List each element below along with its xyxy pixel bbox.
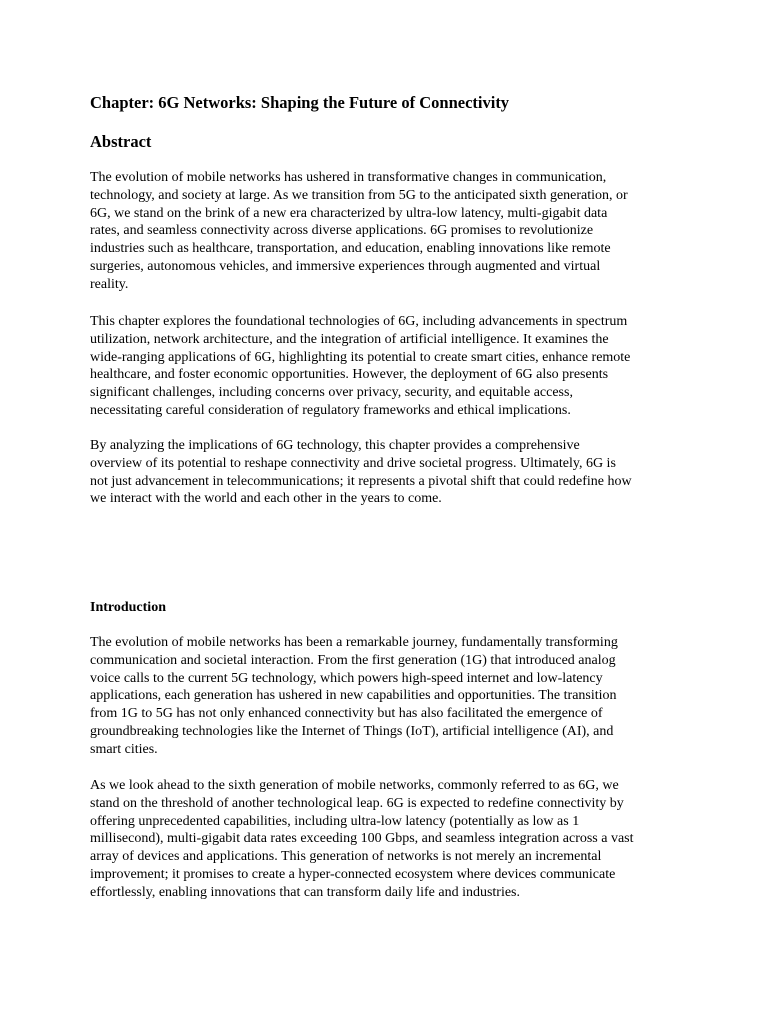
- text-line: necessitating careful consideration of regulatory frameworks and ethical implications.: [90, 402, 571, 418]
- text-line: applications, each generation has ushered in new capabilities and opportunities. The transition: [90, 688, 617, 704]
- introduction-heading: Introduction: [90, 600, 166, 615]
- text-line: from 1G to 5G has not only enhanced connectivity but has also facilitated the emergence of: [90, 706, 603, 722]
- text-line: The evolution of mobile networks has ushered in transformative changes in communication,: [90, 170, 607, 185]
- text-line: 6G, we stand on the brink of a new era characterized by ultra-low latency, multi-gigabit data: [90, 205, 608, 221]
- text-line: millisecond), multi-gigabit data rates exceeding 100 Gbps, and seamless integration across a vast: [90, 831, 634, 847]
- text-line: As we look ahead to the sixth generation of mobile networks, commonly referred to as 6G, we: [90, 778, 619, 793]
- chapter-title: Chapter: 6G Networks: Shaping the Future of Connectivity: [90, 93, 510, 112]
- abstract-paragraph-3: [90, 437, 680, 508]
- text-line: smart cities.: [90, 741, 158, 757]
- text-line: By analyzing the implications of 6G technology, this chapter provides a comprehensive: [90, 438, 580, 453]
- text-line: significant challenges, including concerns over privacy, security, and equitable access,: [90, 385, 573, 401]
- text-line: we interact with the world and each other in the years to come.: [90, 491, 442, 507]
- text-line: healthcare, and foster economic opportunities. However, the deployment of 6G also presents: [90, 367, 609, 383]
- text-line: not just advancement in telecommunications; it represents a pivotal shift that could redefine how: [90, 473, 632, 489]
- text-line: stand on the threshold of another technological leap. 6G is expected to redefine connectivity by: [90, 795, 624, 811]
- text-line: wide-ranging applications of 6G, highlighting its potential to create smart cities, enhance remote: [90, 349, 631, 365]
- text-line: effortlessly, enabling innovations that can transform daily life and industries.: [90, 884, 521, 900]
- introduction-paragraph-1: [90, 634, 680, 759]
- text-line: communication and societal interaction. From the first generation (1G) that introduced analog: [90, 652, 616, 668]
- abstract-paragraph-1: [90, 169, 680, 294]
- abstract-heading: Abstract: [90, 132, 152, 151]
- introduction-paragraph-2: [90, 777, 680, 902]
- text-line: offering unprecedented capabilities, including ultra-low latency (potentially as low as 1: [90, 813, 580, 829]
- text-line: voice calls to the current 5G technology, which powers high-speed internet and low-latency: [90, 670, 603, 686]
- text-line: overview of its potential to reshape connectivity and drive societal progress. Ultimately, 6G is: [90, 455, 616, 471]
- text-line: utilization, network architecture, and the integration of artificial intelligence. It examines the: [90, 331, 609, 347]
- text-line: improvement; it promises to create a hyper-connected ecosystem where devices communicate: [90, 866, 616, 882]
- text-line: industries such as healthcare, transportation, and education, enabling innovations like remote: [90, 241, 611, 257]
- abstract-paragraph-2: [90, 313, 680, 420]
- text-line: rates, and seamless connectivity across diverse applications. 6G promises to revolutionize: [90, 223, 594, 239]
- text-line: reality.: [90, 276, 129, 292]
- text-line: surgeries, autonomous vehicles, and immersive experiences through augmented and virtual: [90, 258, 601, 274]
- text-line: array of devices and applications. This generation of networks is not merely an incremental: [90, 849, 602, 865]
- text-line: technology, and society at large. As we transition from 5G to the anticipated sixth generation, or: [90, 187, 628, 203]
- text-line: groundbreaking technologies like the Internet of Things (IoT), artificial intelligence (AI), and: [90, 723, 614, 739]
- text-line: This chapter explores the foundational technologies of 6G, including advancements in spectrum: [90, 314, 628, 329]
- text-line: The evolution of mobile networks has been a remarkable journey, fundamentally transforming: [90, 635, 618, 650]
